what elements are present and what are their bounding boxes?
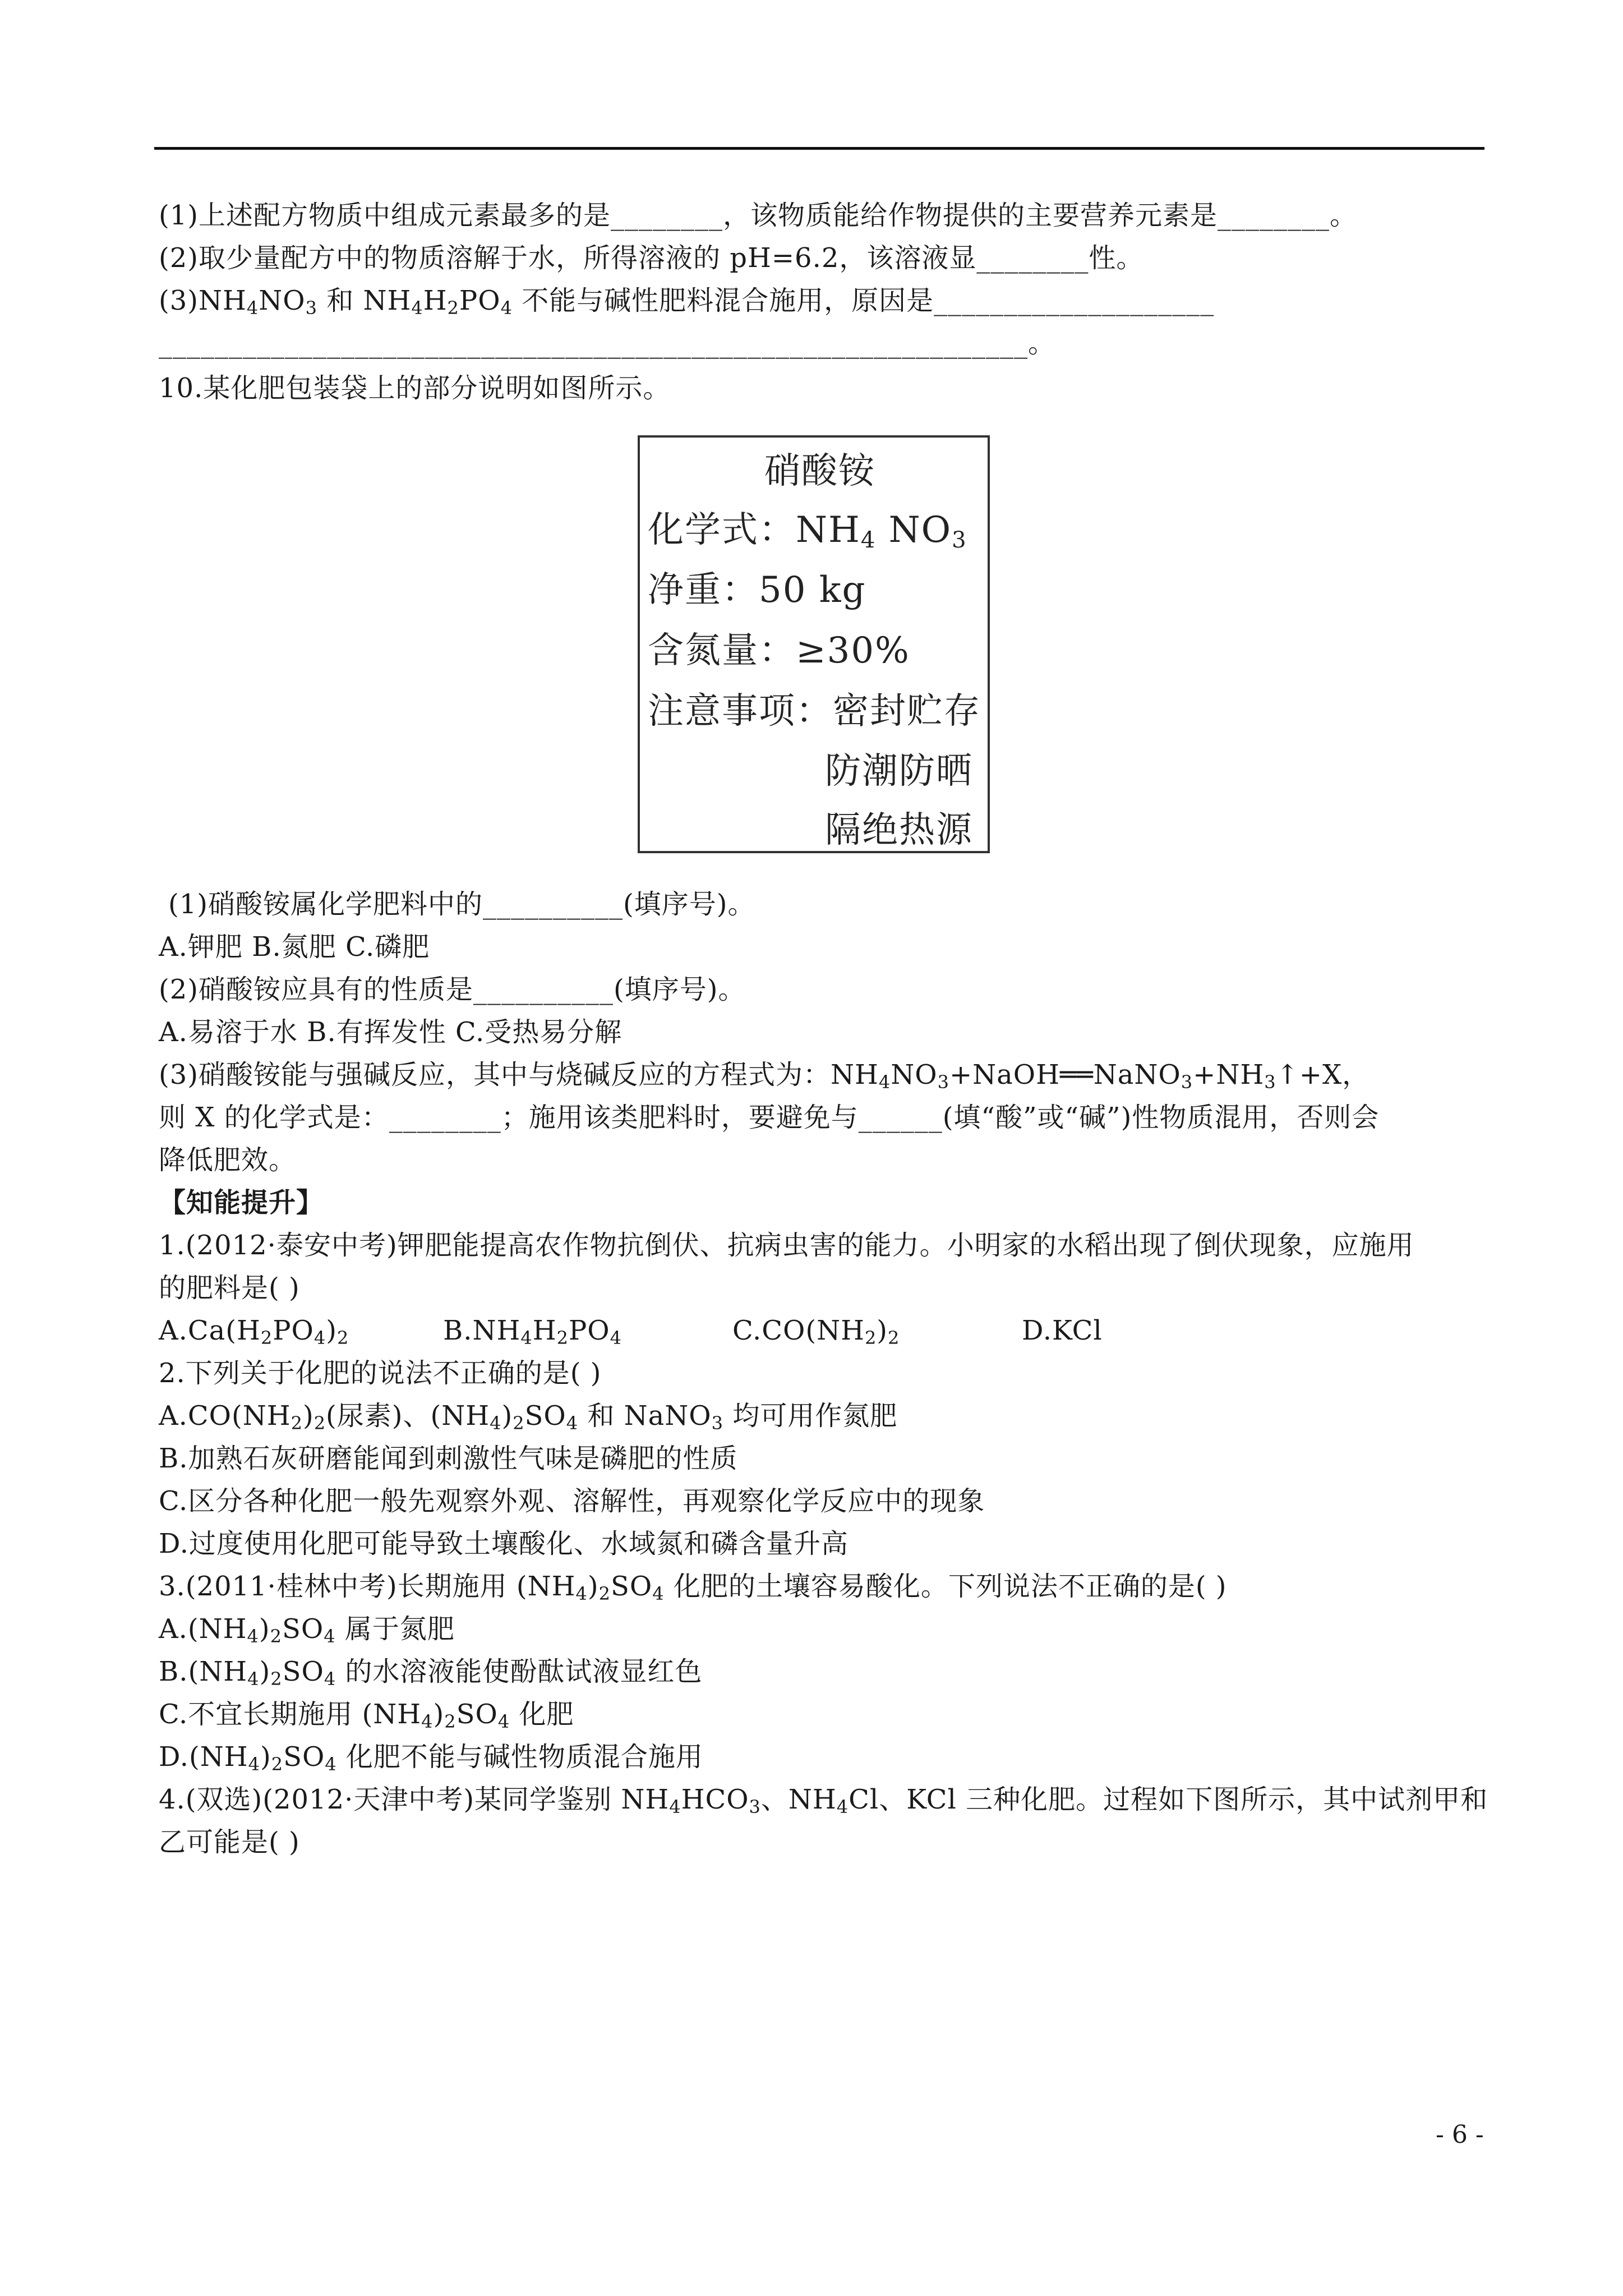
text: 属于氮肥 bbox=[335, 1613, 455, 1645]
p1-stem-1 bbox=[159, 1227, 1414, 1263]
formula: NH bbox=[363, 285, 412, 316]
text: ) bbox=[877, 1315, 888, 1346]
text: (2)硝酸铵应具有的性质是__________(填序号)。 bbox=[159, 974, 746, 1005]
sub: 4 bbox=[497, 1711, 510, 1732]
sub: 4 bbox=[247, 1626, 259, 1647]
p3-option-d bbox=[159, 1739, 703, 1775]
text: ) bbox=[433, 1699, 445, 1730]
sub: 4 bbox=[669, 1796, 681, 1818]
q10-s3-line3 bbox=[159, 1142, 296, 1178]
text: SO bbox=[283, 1741, 325, 1773]
text: A.钾肥 B.氮肥 C.磷肥 bbox=[159, 931, 430, 963]
text: ) bbox=[302, 1400, 314, 1432]
sub: 2 bbox=[291, 1412, 303, 1434]
label-weight: 净重：50 kg bbox=[648, 569, 866, 611]
section-heading bbox=[159, 1185, 324, 1221]
q9-part3-pre: (3) bbox=[159, 285, 199, 316]
text: (1)硝酸铵属化学肥料中的__________(填序号)。 bbox=[168, 889, 755, 920]
q10-s3 bbox=[159, 1057, 1370, 1093]
sub: 4 bbox=[313, 1327, 326, 1349]
text: PO bbox=[568, 1315, 610, 1346]
text: 4.(双选)(2012·天津中考)某同学鉴别 NH bbox=[159, 1784, 670, 1815]
q9-part3-cont bbox=[159, 325, 1055, 361]
text: 的水溶液能使酚酞试液显红色 bbox=[336, 1656, 703, 1687]
q10-s2-options bbox=[159, 1014, 622, 1050]
text: D.KCl bbox=[1022, 1315, 1103, 1346]
text: NO bbox=[876, 509, 952, 551]
sub: 2 bbox=[313, 1412, 326, 1434]
text: PO bbox=[273, 1315, 314, 1346]
sub: 2 bbox=[598, 1583, 611, 1604]
sub: 4 bbox=[575, 1583, 588, 1604]
text: D.过度使用化肥可能导致土壤酸化、水域氮和磷含量升高 bbox=[159, 1528, 849, 1559]
text: 3.(2011·桂林中考)长期施用 (NH bbox=[159, 1571, 576, 1602]
formula: PO bbox=[459, 285, 501, 316]
header-rule bbox=[154, 147, 1484, 150]
text: ) bbox=[259, 1613, 270, 1645]
text: 乙可能是( ) bbox=[159, 1826, 300, 1858]
formula: H bbox=[423, 285, 448, 316]
sub: 4 bbox=[878, 1071, 891, 1093]
sub: 4 bbox=[325, 1754, 337, 1775]
sub: 2 bbox=[888, 1327, 900, 1349]
sub: 4 bbox=[324, 1668, 336, 1690]
sub: 4 bbox=[652, 1583, 665, 1604]
text: ) bbox=[587, 1571, 599, 1602]
page-number: - 6 - bbox=[1436, 2120, 1484, 2149]
text: 的肥料是( ) bbox=[159, 1272, 300, 1304]
q10-s3-line2 bbox=[159, 1099, 1379, 1135]
text: +NaOH══NaNO bbox=[949, 1059, 1181, 1091]
sub: 2 bbox=[864, 1327, 877, 1349]
text: 化学式：NH bbox=[648, 509, 861, 551]
q10-s2 bbox=[159, 972, 745, 1007]
text: 均可用作氮肥 bbox=[723, 1400, 898, 1432]
text: 1.(2012·泰安中考)钾肥能提高农作物抗倒伏、抗病虫害的能力。小明家的水稻出现了倒伏现象，应施用 bbox=[159, 1230, 1414, 1261]
text: 化肥 bbox=[510, 1699, 574, 1730]
p3-option-a bbox=[159, 1611, 455, 1647]
p3-option-c bbox=[159, 1696, 574, 1732]
sub: 3 bbox=[749, 1796, 761, 1818]
p1-option-d bbox=[1022, 1313, 1103, 1349]
label-notes-1: 注意事项：密封贮存 bbox=[648, 691, 981, 732]
sub: 4 bbox=[421, 1711, 434, 1732]
text: ) bbox=[259, 1656, 271, 1687]
text: A.Ca(H bbox=[159, 1315, 261, 1346]
label-formula bbox=[648, 508, 967, 553]
p4-stem-2 bbox=[159, 1824, 300, 1860]
text: SO bbox=[282, 1613, 324, 1645]
text: 10.某化肥包装袋上的部分说明如图所示。 bbox=[159, 372, 671, 404]
sub: 3 bbox=[937, 1071, 949, 1093]
sub: 2 bbox=[513, 1412, 525, 1434]
p2-option-d bbox=[159, 1526, 849, 1562]
q9-part2-text: (2)取少量配方中的物质溶解于水，所得溶液的 pH=6.2，该溶液显________性。 bbox=[159, 242, 1144, 274]
text: ↑+X， bbox=[1276, 1059, 1370, 1091]
sub: 2 bbox=[556, 1327, 569, 1349]
sub: 4 bbox=[860, 527, 877, 553]
sub: 4 bbox=[324, 1626, 336, 1647]
text: 则 X 的化学式是：________；施用该类肥料时，要避免与______(填“酸”或“碱”)性物质混用，否则会 bbox=[159, 1102, 1380, 1133]
label-notes-3: 隔绝热源 bbox=[825, 809, 973, 851]
text: +NH bbox=[1193, 1059, 1265, 1091]
text: (尿素)、(NH bbox=[326, 1400, 490, 1432]
p1-option-b bbox=[443, 1313, 622, 1349]
label-notes-2: 防潮防晒 bbox=[825, 751, 973, 792]
sub: 2 bbox=[447, 297, 459, 319]
text: A.易溶于水 B.有挥发性 C.受热易分解 bbox=[159, 1016, 623, 1048]
text: B.NH bbox=[443, 1315, 521, 1346]
label-nitrogen: 含氮量：≥30% bbox=[648, 630, 910, 671]
q10-s1-options bbox=[159, 929, 430, 965]
sub: 3 bbox=[952, 527, 967, 553]
text: B.加熟石灰研磨能闻到刺激性气味是磷肥的性质 bbox=[159, 1443, 738, 1474]
p2-option-a bbox=[159, 1398, 897, 1434]
text: 、NH bbox=[760, 1784, 837, 1815]
sub: 2 bbox=[444, 1711, 457, 1732]
sub: 2 bbox=[336, 1327, 349, 1349]
p1-option-a bbox=[159, 1313, 349, 1349]
label-title: 硝酸铵 bbox=[764, 450, 875, 492]
text: C.不宜长期施用 (NH bbox=[159, 1699, 422, 1730]
sub: 4 bbox=[500, 297, 513, 319]
sub: 3 bbox=[305, 297, 317, 319]
sub: 2 bbox=[260, 1327, 273, 1349]
sub: 3 bbox=[711, 1412, 723, 1434]
text: ) bbox=[501, 1400, 513, 1432]
p3-stem bbox=[159, 1568, 1227, 1604]
q9-part2 bbox=[159, 240, 1144, 276]
text: SO bbox=[610, 1571, 653, 1602]
p1-stem-2 bbox=[159, 1270, 300, 1306]
sub: 4 bbox=[836, 1796, 849, 1818]
p2-option-c bbox=[159, 1483, 985, 1519]
p2-stem bbox=[159, 1355, 602, 1391]
text: 2.下列关于化肥的说法不正确的是( ) bbox=[159, 1358, 602, 1389]
q9-part3 bbox=[159, 283, 1214, 319]
text: ) bbox=[260, 1741, 271, 1773]
sub: 4 bbox=[411, 297, 423, 319]
q10-intro bbox=[159, 370, 670, 406]
sub: 2 bbox=[271, 1754, 284, 1775]
text: Cl、KCl 三种化肥。过程如下图所示，其中试剂甲和 bbox=[849, 1784, 1488, 1815]
sub: 2 bbox=[270, 1668, 283, 1690]
p1-option-c bbox=[732, 1313, 900, 1349]
formula: NH bbox=[199, 285, 247, 316]
text: SO bbox=[282, 1656, 324, 1687]
text: 化肥的土壤容易酸化。下列说法不正确的是( ) bbox=[664, 1571, 1227, 1602]
sub: 4 bbox=[246, 297, 259, 319]
text: NO bbox=[891, 1059, 938, 1091]
text: B.(NH bbox=[159, 1656, 248, 1687]
text: 和 NaNO bbox=[578, 1400, 712, 1432]
text: 【知能提升】 bbox=[159, 1187, 324, 1218]
fertilizer-label bbox=[638, 435, 990, 853]
text: A.CO(NH bbox=[159, 1400, 291, 1432]
text: SO bbox=[524, 1400, 566, 1432]
text: 不能与碱性肥料混合施用，原因是____________________ bbox=[512, 285, 1215, 316]
sub: 4 bbox=[248, 1754, 260, 1775]
q9-part1 bbox=[159, 197, 1357, 233]
text: ______________________________________________________________。 bbox=[159, 328, 1056, 359]
sub: 4 bbox=[610, 1327, 622, 1349]
q9-part1-text: (1)上述配方物质中组成元素最多的是________，该物质能给作物提供的主要营养元素是________。 bbox=[159, 200, 1357, 231]
sub: 3 bbox=[1181, 1071, 1193, 1093]
text: C.区分各种化肥一般先观察外观、溶解性，再观察化学反应中的现象 bbox=[159, 1485, 985, 1517]
text: HCO bbox=[681, 1784, 749, 1815]
text: 降低肥效。 bbox=[159, 1144, 297, 1176]
text: D.(NH bbox=[159, 1741, 248, 1773]
sub: 4 bbox=[566, 1412, 579, 1434]
text: SO bbox=[456, 1699, 498, 1730]
sub: 3 bbox=[1264, 1071, 1276, 1093]
p4-stem-1 bbox=[159, 1782, 1488, 1818]
sub: 2 bbox=[270, 1626, 282, 1647]
text: H bbox=[532, 1315, 557, 1346]
text: 化肥不能与碱性物质混合施用 bbox=[336, 1741, 703, 1773]
q10-s1 bbox=[168, 886, 755, 922]
text: (3)硝酸铵能与强碱反应，其中与烧碱反应的方程式为：NH bbox=[159, 1059, 879, 1091]
text: 和 bbox=[317, 285, 363, 316]
text: C.CO(NH bbox=[732, 1315, 865, 1346]
text: A.(NH bbox=[159, 1613, 247, 1645]
formula: NO bbox=[259, 285, 306, 316]
p3-option-b bbox=[159, 1654, 702, 1690]
text: ) bbox=[326, 1315, 337, 1346]
sub: 4 bbox=[247, 1668, 260, 1690]
sub: 4 bbox=[520, 1327, 533, 1349]
sub: 4 bbox=[490, 1412, 502, 1434]
p2-option-b bbox=[159, 1441, 738, 1476]
